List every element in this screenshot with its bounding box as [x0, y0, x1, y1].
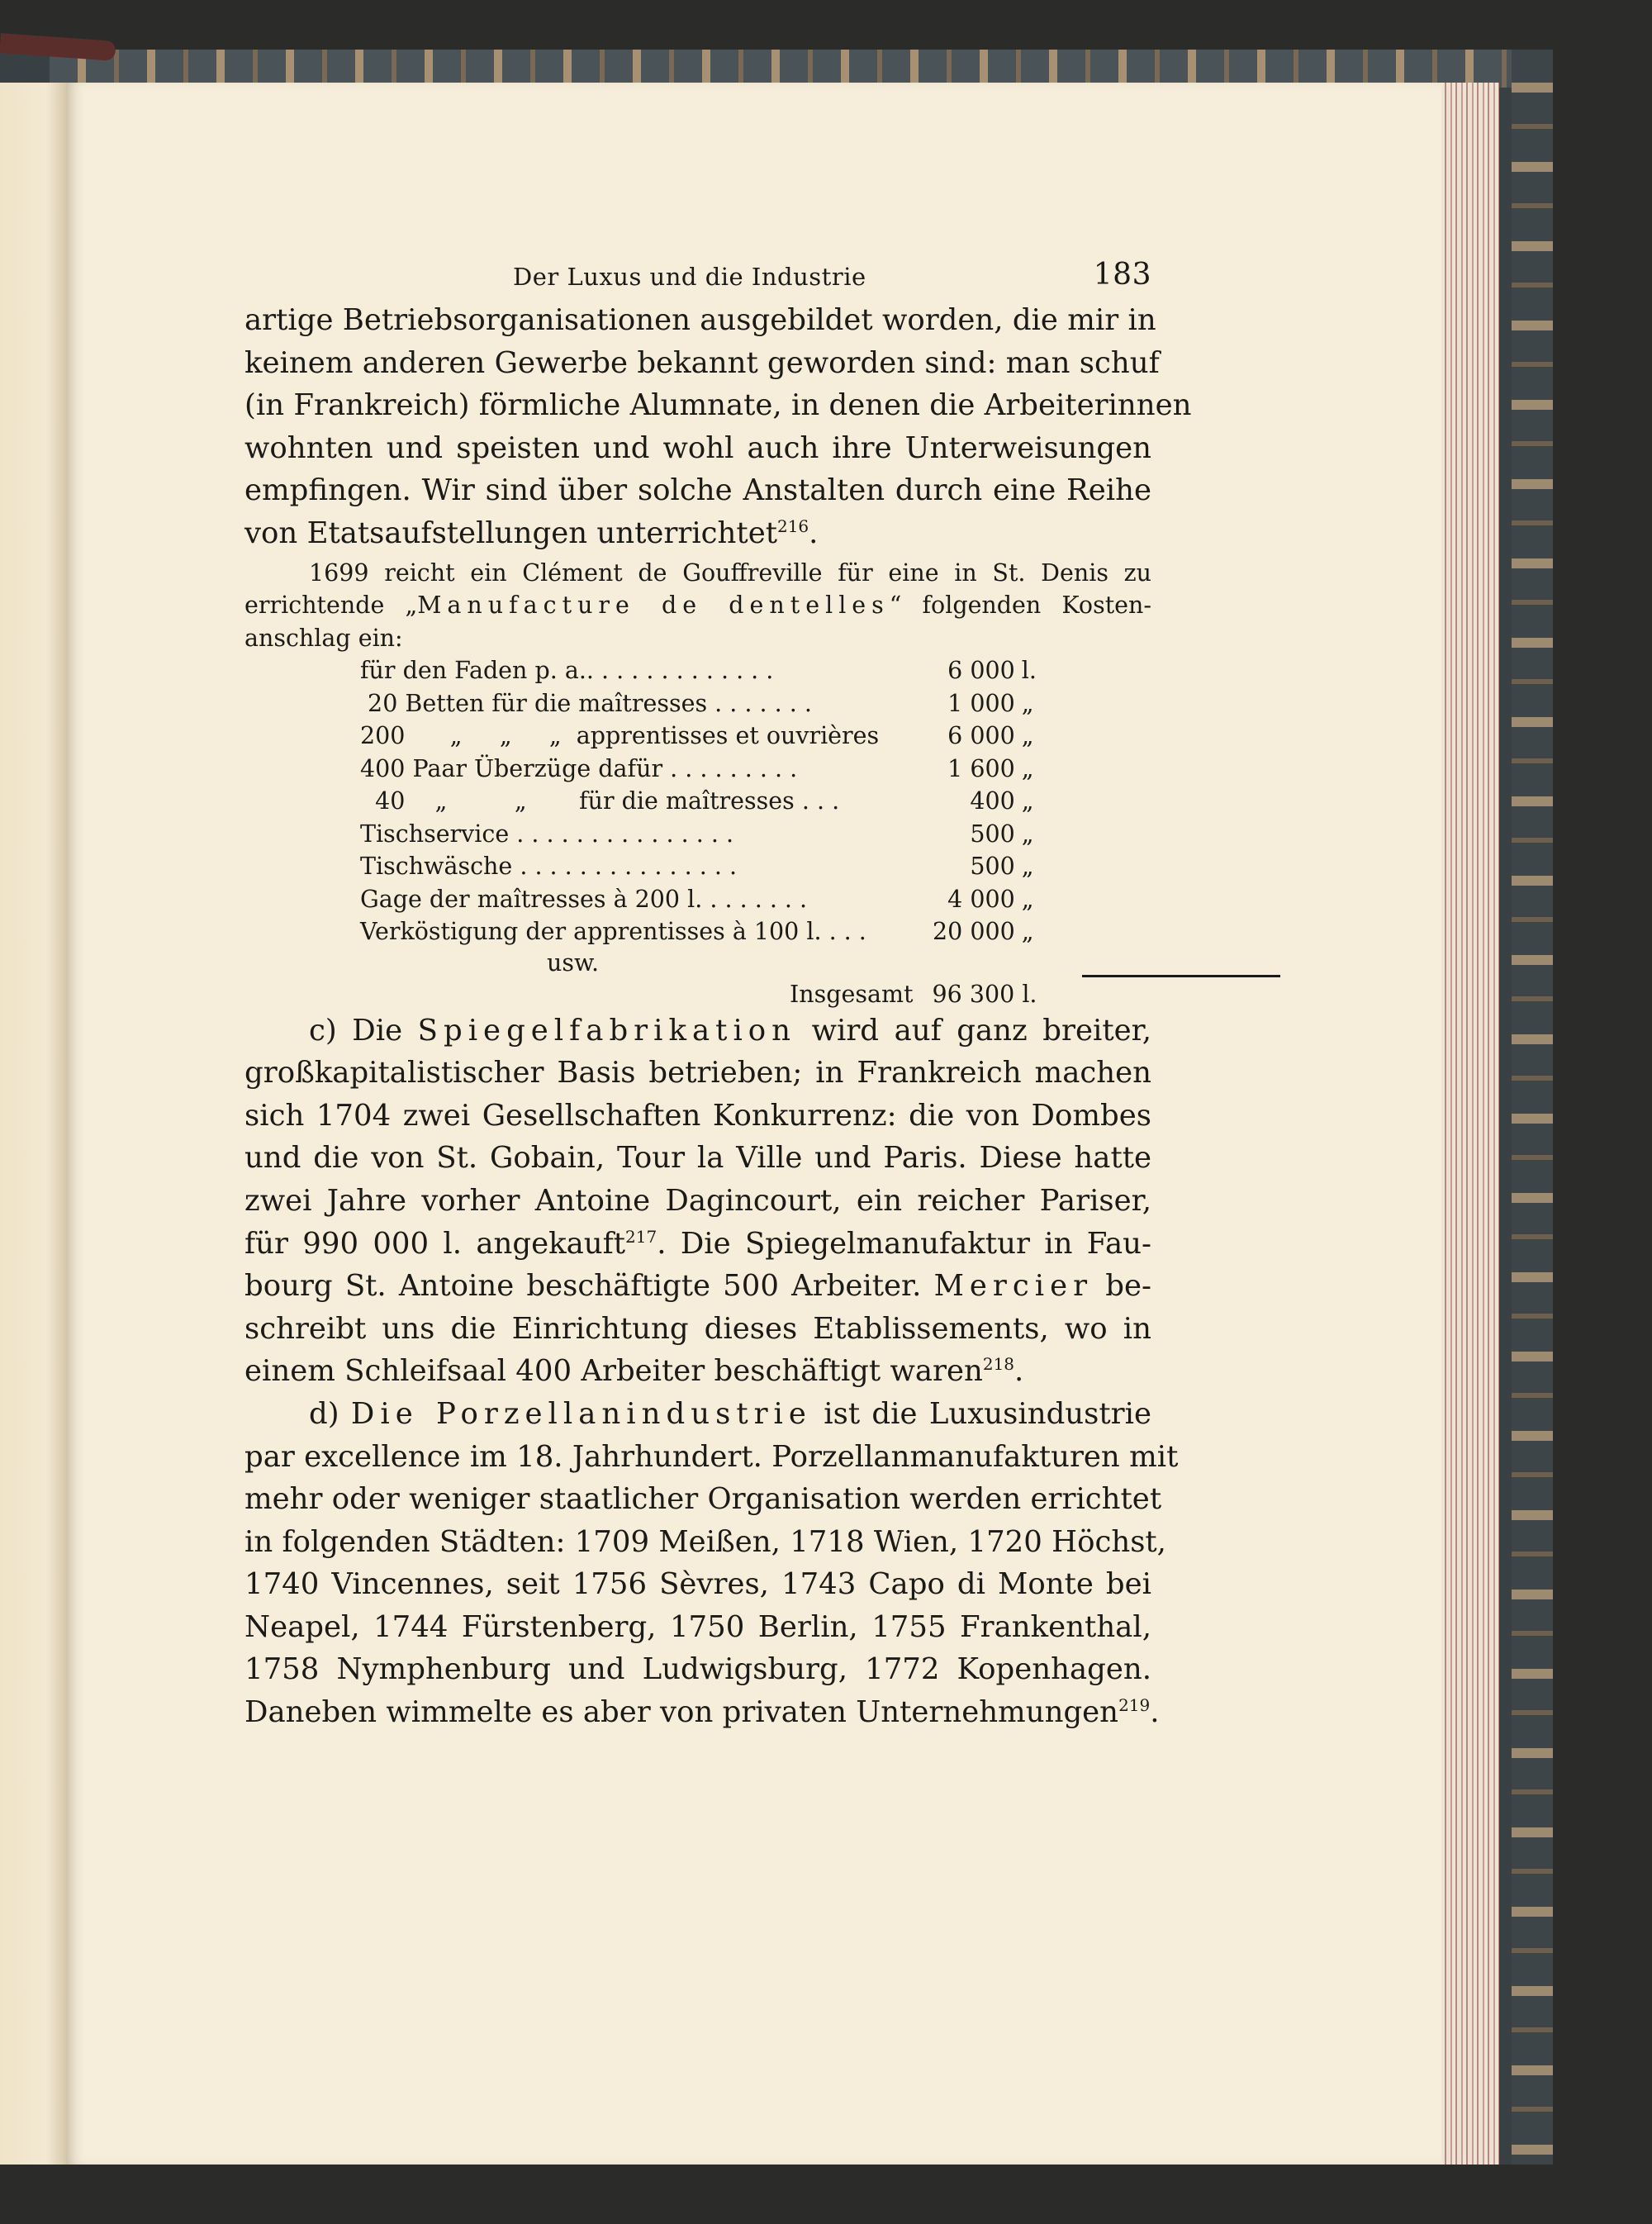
text-line: 1758 Nymphenburg und Ludwigsburg, 1772 Kopenhagen.	[244, 1652, 1151, 1687]
cost-amount: 6 000	[947, 657, 1015, 685]
cost-amount: 20 000	[933, 918, 1015, 946]
cost-item: 40 „ „ für die maîtresses . . .	[360, 787, 840, 815]
cost-amount: 500	[970, 853, 1015, 881]
text-line	[244, 1010, 1151, 1053]
spaced-term: Spiegelfabrikation	[417, 1013, 797, 1048]
cost-unit: l.	[1021, 657, 1037, 685]
cost-item: 400 Paar Überzüge dafür . . . . . . . . .	[360, 754, 798, 782]
text-line	[244, 1691, 1160, 1734]
cost-amount: 1 600	[947, 754, 1015, 782]
paragraph-2	[244, 1010, 1151, 1393]
cost-table	[360, 654, 1055, 948]
text-line: in folgenden Städten: 1709 Meißen, 1718 Wien, 1720 Höchst,	[244, 1524, 1166, 1559]
text-line	[244, 589, 1151, 622]
text-span: c) Die	[309, 1013, 418, 1048]
cost-unit: „	[1021, 787, 1034, 815]
cover-pattern-right	[1512, 50, 1553, 2165]
text-span: be-	[1093, 1269, 1151, 1304]
text-line: empfingen. Wir sind über solche Anstalten durch eine Reihe	[244, 473, 1151, 508]
sum-rule	[1082, 975, 1280, 977]
total-row	[790, 978, 1151, 1011]
text-line: Neapel, 1744 Fürstenberg, 1750 Berlin, 1755 Frankenthal,	[244, 1609, 1151, 1644]
cost-row	[360, 654, 1055, 687]
text-line	[244, 1350, 1151, 1393]
text-span: einem Schleifsaal 400 Arbeiter beschäftigt waren	[244, 1354, 983, 1389]
text-line: zwei Jahre vorher Antoine Dagincourt, ein reicher Pariser,	[244, 1183, 1151, 1218]
paragraph-1	[244, 299, 1192, 555]
text-line: anschlag ein:	[244, 624, 403, 652]
text-line: von Etatsaufstellungen unterrichtet$^{216}$.	[244, 516, 819, 550]
text-span: errichtende „	[244, 592, 418, 620]
text-line: sich 1704 zwei Gesellschaften Konkurrenz: die von Dombes	[244, 1098, 1151, 1133]
footnote-ref: 217	[625, 1226, 657, 1247]
cost-amount: 500	[970, 820, 1015, 848]
footnote-ref: 218	[982, 1354, 1015, 1375]
cost-unit: „	[1021, 722, 1034, 750]
cost-row	[360, 720, 1055, 753]
text-line: wohnten und speisten und wohl auch ihre Unterweisungen	[244, 430, 1151, 465]
cost-amount: 1 000	[947, 689, 1015, 717]
text-line: 1740 Vincennes, seit 1756 Sèvres, 1743 Capo di Monte bei	[244, 1567, 1151, 1602]
cost-unit: „	[1021, 689, 1034, 717]
cost-row	[360, 687, 1055, 720]
text-span: Daneben wimmelte es aber von privaten Unternehmungen	[244, 1695, 1119, 1730]
total-unit: l.	[1022, 980, 1037, 1008]
text-span: .	[1014, 1354, 1024, 1389]
text-line: 1699 reicht ein Clément de Gouffreville für eine in St. Denis zu	[309, 558, 1151, 587]
text-line: keinem anderen Gewerbe bekannt geworden sind: man schuf	[244, 345, 1160, 380]
cost-unit: „	[1021, 885, 1034, 913]
text-span: ist die Luxusindustrie	[811, 1396, 1151, 1431]
spaced-term: Manufacture de dentelles	[417, 592, 890, 620]
cost-row	[360, 883, 1055, 916]
left-page-edge	[0, 83, 66, 2165]
total-label: Insgesamt	[790, 980, 914, 1008]
cost-amount: 4 000	[947, 885, 1015, 913]
text-line	[244, 1393, 1151, 1436]
text-span: wird auf ganz breiter,	[796, 1013, 1151, 1048]
paragraph-3	[244, 1393, 1179, 1734]
text-line: großkapitalistischer Basis betrieben; in Frankreich machen	[244, 1056, 1151, 1091]
text-span: “ folgenden Kosten-	[889, 592, 1151, 620]
running-title: Der Luxus und die Industrie	[513, 263, 866, 291]
page-number: 183	[1093, 258, 1151, 292]
cost-item: Verköstigung der apprentisses à 100 l. . . .	[360, 918, 866, 946]
cost-unit: „	[1021, 754, 1034, 782]
cost-row	[360, 850, 1055, 883]
cost-item: für den Faden p. a.. . . . . . . . . . . . .	[360, 657, 774, 685]
cost-row	[360, 785, 1055, 818]
cost-row	[360, 818, 1055, 851]
cost-unit: „	[1021, 853, 1034, 881]
total-amount: 96 300	[932, 980, 1015, 1008]
spaced-term: Die Porzellanindustrie	[350, 1396, 812, 1431]
running-head	[244, 258, 1151, 299]
text-line: schreibt uns die Einrichtung dieses Etablissements, wo in	[244, 1311, 1151, 1346]
text-line: mehr oder weniger staatlicher Organisation werden errichtet	[244, 1482, 1162, 1517]
cost-amount: 400	[970, 787, 1015, 815]
usw-label: usw.	[547, 948, 600, 977]
cost-item: Tischservice . . . . . . . . . . . . . . .	[360, 820, 734, 848]
text-span: .	[1150, 1695, 1160, 1730]
spaced-term: Mercier	[933, 1269, 1094, 1304]
cost-unit: „	[1021, 918, 1034, 946]
cost-row	[360, 915, 1055, 948]
text-span: bourg St. Antoine beschäftigte 500 Arbeiter.	[244, 1269, 934, 1304]
cost-unit: „	[1021, 820, 1034, 848]
cost-item: Gage der maîtresses à 200 l. . . . . . . .	[360, 885, 808, 913]
text-line	[244, 1223, 1151, 1266]
text-span: d)	[309, 1396, 351, 1431]
text-line	[244, 1265, 1151, 1308]
footnote-ref: 216	[776, 516, 809, 537]
text-span: für 990 000 l. angekauft	[244, 1226, 626, 1261]
cost-item: Tischwäsche . . . . . . . . . . . . . . .	[360, 853, 738, 881]
cost-row	[360, 753, 1055, 786]
text-line: artige Betriebsorganisationen ausgebildet worden, die mir in	[244, 303, 1156, 337]
cost-intro	[244, 557, 1151, 655]
text-line: par excellence im 18. Jahrhundert. Porzellanmanufakturen mit	[244, 1439, 1179, 1474]
page-text	[244, 258, 1192, 1734]
text-span: von Etatsaufstellungen unterrichtet	[244, 516, 777, 550]
cost-item: 200 „ „ „ apprentisses et ouvrières	[360, 722, 880, 750]
footnote-ref: 219	[1118, 1695, 1151, 1716]
page-edges	[1441, 83, 1499, 2165]
text-span: . Die Spiegelmanufaktur in Fau-	[657, 1226, 1151, 1261]
text-line: und die von St. Gobain, Tour la Ville und Paris. Diese hatte	[244, 1141, 1151, 1176]
cost-amount: 6 000	[947, 722, 1015, 750]
text-line: (in Frankreich) förmliche Alumnate, in denen die Arbeiterinnen	[244, 388, 1192, 423]
cost-item: 20 Betten für die maîtresses . . . . . . .	[360, 689, 812, 717]
